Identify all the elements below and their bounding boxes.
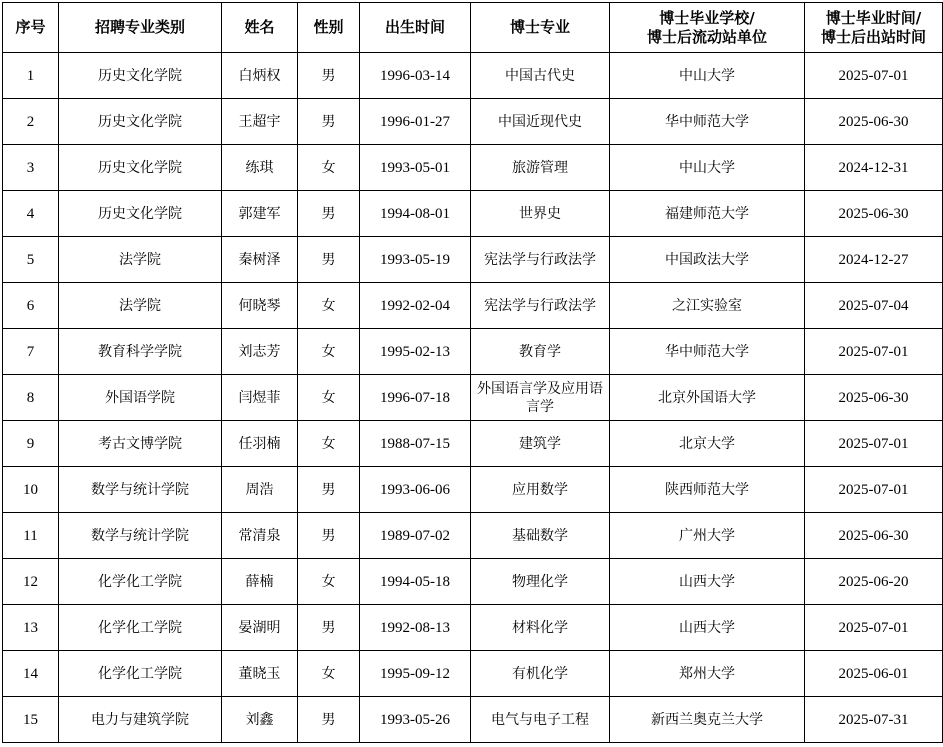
- cell-gender: 女: [298, 145, 360, 191]
- cell-major: 中国古代史: [471, 53, 610, 99]
- cell-major: 宪法学与行政法学: [471, 283, 610, 329]
- cell-school: 广州大学: [610, 513, 805, 559]
- table-row: [3, 191, 943, 237]
- col-header-school-line: 博士毕业学校/: [659, 8, 755, 27]
- cell-birthdate: 1989-07-02: [360, 513, 471, 559]
- cell-index: 4: [3, 191, 59, 237]
- table-row: [3, 99, 943, 145]
- cell-name: 薛楠: [222, 559, 298, 605]
- cell-gender: 女: [298, 559, 360, 605]
- cell-category: 历史文化学院: [59, 53, 222, 99]
- cell-graduation: 2025-06-30: [805, 513, 943, 559]
- cell-gender: 男: [298, 53, 360, 99]
- cell-graduation: 2025-06-20: [805, 559, 943, 605]
- table-row: [3, 145, 943, 191]
- cell-index: 13: [3, 605, 59, 651]
- cell-birthdate: 1996-03-14: [360, 53, 471, 99]
- cell-gender: 女: [298, 421, 360, 467]
- table-row: [3, 53, 943, 99]
- cell-gender: 男: [298, 237, 360, 283]
- col-header-major: 博士专业: [471, 3, 610, 53]
- cell-graduation: 2025-07-01: [805, 467, 943, 513]
- cell-gender: 男: [298, 605, 360, 651]
- cell-index: 7: [3, 329, 59, 375]
- cell-graduation: 2025-06-01: [805, 651, 943, 697]
- cell-major: 建筑学: [471, 421, 610, 467]
- cell-category: 考古文博学院: [59, 421, 222, 467]
- cell-index: 6: [3, 283, 59, 329]
- cell-category: 电力与建筑学院: [59, 697, 222, 743]
- cell-birthdate: 1995-02-13: [360, 329, 471, 375]
- cell-category: 教育科学学院: [59, 329, 222, 375]
- cell-gender: 男: [298, 697, 360, 743]
- cell-major: 电气与电子工程: [471, 697, 610, 743]
- cell-major: 旅游管理: [471, 145, 610, 191]
- cell-major: 物理化学: [471, 559, 610, 605]
- cell-index: 8: [3, 375, 59, 421]
- table-row: [3, 283, 943, 329]
- cell-graduation: 2025-07-01: [805, 421, 943, 467]
- cell-graduation: 2025-07-01: [805, 329, 943, 375]
- col-header-gender: 性别: [298, 3, 360, 53]
- cell-graduation: 2024-12-31: [805, 145, 943, 191]
- cell-school: 山西大学: [610, 559, 805, 605]
- cell-birthdate: 1996-07-18: [360, 375, 471, 421]
- cell-name: 何晓琴: [222, 283, 298, 329]
- cell-school: 北京外国语大学: [610, 375, 805, 421]
- cell-gender: 男: [298, 513, 360, 559]
- col-header-graduation: [805, 3, 943, 53]
- cell-graduation: 2025-07-04: [805, 283, 943, 329]
- table-row: [3, 237, 943, 283]
- cell-school: 福建师范大学: [610, 191, 805, 237]
- candidate-table: [2, 2, 943, 743]
- cell-name: 董晓玉: [222, 651, 298, 697]
- cell-school: 之江实验室: [610, 283, 805, 329]
- cell-graduation: 2025-07-31: [805, 697, 943, 743]
- cell-category: 外国语学院: [59, 375, 222, 421]
- cell-birthdate: 1993-06-06: [360, 467, 471, 513]
- cell-major: 教育学: [471, 329, 610, 375]
- cell-category: 历史文化学院: [59, 99, 222, 145]
- cell-birthdate: 1993-05-26: [360, 697, 471, 743]
- cell-index: 2: [3, 99, 59, 145]
- cell-name: 秦树泽: [222, 237, 298, 283]
- table-body: [3, 53, 943, 743]
- cell-category: 法学院: [59, 237, 222, 283]
- table-row: [3, 421, 943, 467]
- cell-name: 刘志芳: [222, 329, 298, 375]
- cell-major: 中国近现代史: [471, 99, 610, 145]
- cell-index: 1: [3, 53, 59, 99]
- cell-index: 10: [3, 467, 59, 513]
- cell-major: 世界史: [471, 191, 610, 237]
- table-header: [3, 3, 943, 53]
- cell-major: 材料化学: [471, 605, 610, 651]
- cell-birthdate: 1992-08-13: [360, 605, 471, 651]
- cell-graduation: 2025-06-30: [805, 191, 943, 237]
- cell-school: 新西兰奥克兰大学: [610, 697, 805, 743]
- cell-index: 12: [3, 559, 59, 605]
- cell-gender: 男: [298, 99, 360, 145]
- cell-name: 王超宇: [222, 99, 298, 145]
- cell-birthdate: 1995-09-12: [360, 651, 471, 697]
- cell-name: 闫煜菲: [222, 375, 298, 421]
- cell-birthdate: 1993-05-19: [360, 237, 471, 283]
- cell-birthdate: 1993-05-01: [360, 145, 471, 191]
- col-header-category: 招聘专业类别: [59, 3, 222, 53]
- cell-category: 数学与统计学院: [59, 467, 222, 513]
- cell-name: 郭建军: [222, 191, 298, 237]
- cell-birthdate: 1994-05-18: [360, 559, 471, 605]
- cell-school: 中山大学: [610, 145, 805, 191]
- cell-birthdate: 1988-07-15: [360, 421, 471, 467]
- table-row: [3, 605, 943, 651]
- cell-gender: 女: [298, 329, 360, 375]
- table-row: [3, 375, 943, 421]
- cell-major: 宪法学与行政法学: [471, 237, 610, 283]
- col-header-graduation-line: 博士毕业时间/: [825, 8, 922, 27]
- cell-graduation: 2025-07-01: [805, 605, 943, 651]
- cell-school: 华中师范大学: [610, 329, 805, 375]
- table-row: [3, 697, 943, 743]
- cell-index: 9: [3, 421, 59, 467]
- cell-index: 3: [3, 145, 59, 191]
- cell-major: 有机化学: [471, 651, 610, 697]
- cell-major: 基础数学: [471, 513, 610, 559]
- cell-birthdate: 1994-08-01: [360, 191, 471, 237]
- col-header-school-line: 博士后流动站单位: [646, 27, 767, 46]
- cell-category: 历史文化学院: [59, 145, 222, 191]
- cell-index: 5: [3, 237, 59, 283]
- cell-school: 华中师范大学: [610, 99, 805, 145]
- table-row: [3, 467, 943, 513]
- cell-gender: 男: [298, 467, 360, 513]
- table-row: [3, 329, 943, 375]
- cell-name: 白炳权: [222, 53, 298, 99]
- cell-name: 刘鑫: [222, 697, 298, 743]
- cell-category: 数学与统计学院: [59, 513, 222, 559]
- cell-name: 周浩: [222, 467, 298, 513]
- cell-category: 法学院: [59, 283, 222, 329]
- cell-index: 14: [3, 651, 59, 697]
- cell-name: 晏湖明: [222, 605, 298, 651]
- cell-graduation: 2025-07-01: [805, 53, 943, 99]
- cell-gender: 女: [298, 283, 360, 329]
- cell-gender: 女: [298, 375, 360, 421]
- cell-graduation: 2024-12-27: [805, 237, 943, 283]
- cell-school: 中国政法大学: [610, 237, 805, 283]
- cell-graduation: 2025-06-30: [805, 375, 943, 421]
- cell-category: 化学化工学院: [59, 605, 222, 651]
- cell-birthdate: 1996-01-27: [360, 99, 471, 145]
- col-header-index: 序号: [3, 3, 59, 53]
- cell-category: 化学化工学院: [59, 651, 222, 697]
- cell-index: 15: [3, 697, 59, 743]
- col-header-name: 姓名: [222, 3, 298, 53]
- table-row: [3, 651, 943, 697]
- col-header-school: [610, 3, 805, 53]
- table-row: [3, 559, 943, 605]
- table-row: [3, 513, 943, 559]
- header-row: [3, 3, 943, 53]
- cell-school: 陕西师范大学: [610, 467, 805, 513]
- cell-major: 外国语言学及应用语言学: [471, 375, 610, 421]
- cell-name: 常清泉: [222, 513, 298, 559]
- cell-birthdate: 1992-02-04: [360, 283, 471, 329]
- cell-name: 练琪: [222, 145, 298, 191]
- cell-category: 化学化工学院: [59, 559, 222, 605]
- cell-index: 11: [3, 513, 59, 559]
- cell-school: 山西大学: [610, 605, 805, 651]
- cell-name: 任羽楠: [222, 421, 298, 467]
- cell-school: 郑州大学: [610, 651, 805, 697]
- cell-graduation: 2025-06-30: [805, 99, 943, 145]
- col-header-graduation-line: 博士后出站时间: [820, 27, 926, 46]
- cell-category: 历史文化学院: [59, 191, 222, 237]
- cell-school: 北京大学: [610, 421, 805, 467]
- cell-school: 中山大学: [610, 53, 805, 99]
- cell-gender: 女: [298, 651, 360, 697]
- cell-major: 应用数学: [471, 467, 610, 513]
- col-header-birthdate: 出生时间: [360, 3, 471, 53]
- cell-gender: 男: [298, 191, 360, 237]
